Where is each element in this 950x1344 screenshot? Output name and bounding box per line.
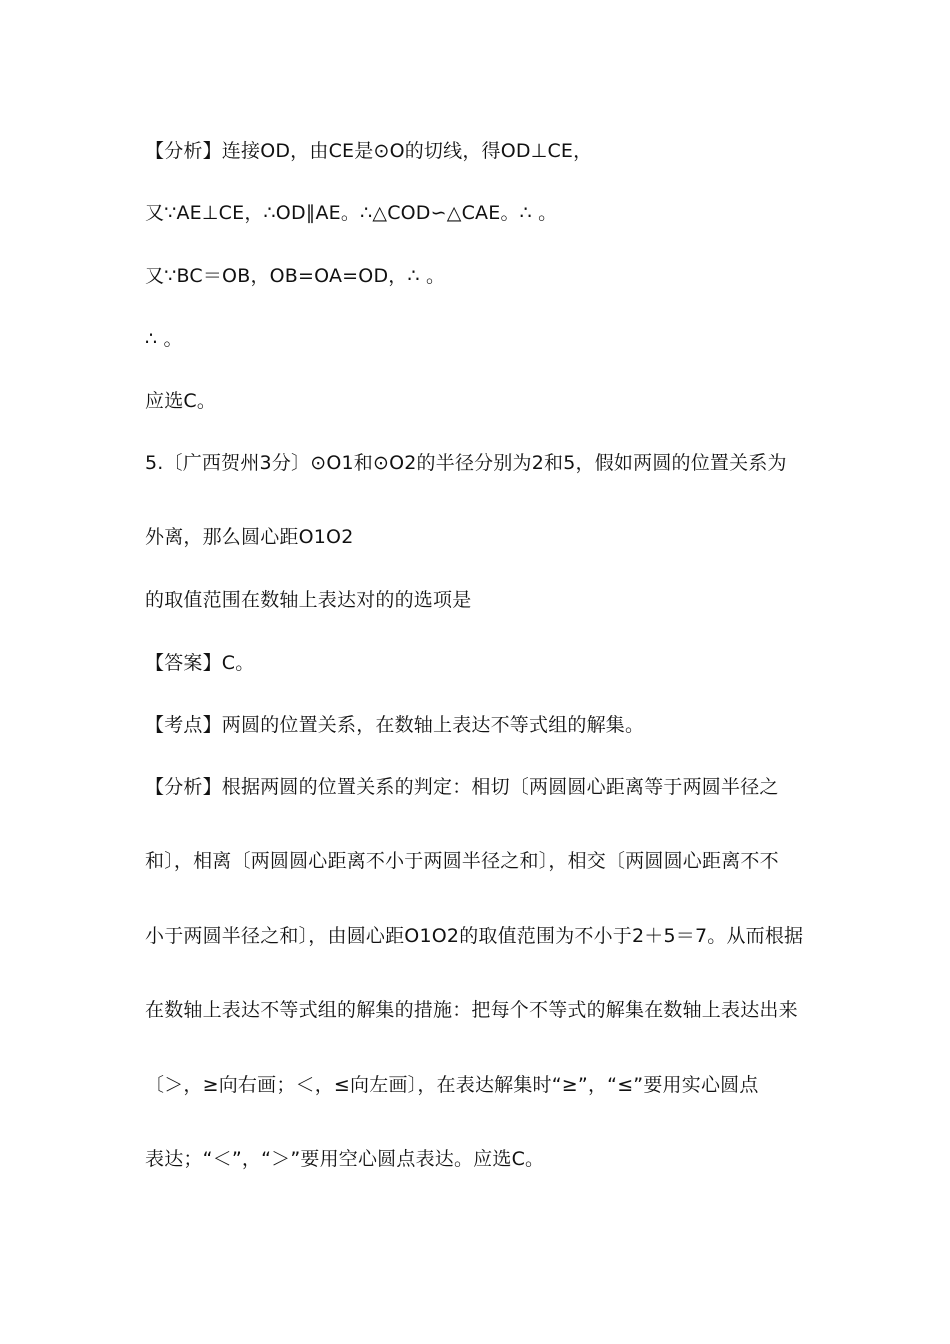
question-5-line-2: 外离，那么圆心距O1O2	[145, 526, 354, 548]
analysis-line-3: 又∵BC＝OB，OB=OA=OD，∴ 。	[145, 265, 446, 287]
answer-label: 【答案】C。	[145, 652, 255, 674]
analysis-line-1: 【分析】连接OD，由CE是⊙O的切线，得OD⊥CE，	[145, 140, 593, 162]
analysis-line-4: ∴ 。	[145, 328, 183, 350]
question-5-line-3: 的取值范围在数轴上表达对的的选项是	[145, 589, 472, 611]
analysis-5-line-6: 表达；“＜”，“＞”要用空心圆点表达。应选C。	[145, 1148, 545, 1170]
analysis-5-line-1: 【分析】根据两圆的位置关系的判定：相切〔两圆圆心距离等于两圆半径之	[145, 776, 779, 798]
analysis-5-line-2: 和〕，相离〔两圆圆心距离不小于两圆半径之和〕，相交〔两圆圆心距离不不	[145, 850, 779, 872]
analysis-5-line-4: 在数轴上表达不等式组的解集的措施：把每个不等式的解集在数轴上表达出来	[145, 999, 798, 1021]
key-points-line: 【考点】两圆的位置关系，在数轴上表达不等式组的解集。	[145, 714, 645, 736]
analysis-line-2: 又∵AE⊥CE，∴OD∥AE。∴△COD∽△CAE。∴ 。	[145, 202, 558, 224]
analysis-5-line-5: 〔＞，≥向右画；＜，≤向左画〕，在表达解集时“≥”，“≤”要用实心圆点	[145, 1074, 759, 1096]
question-5-line-1: 5.〔广西贺州3分〕⊙O1和⊙O2的半径分别为2和5，假如两圆的位置关系为	[145, 452, 787, 474]
analysis-5-line-3: 小于两圆半径之和〕，由圆心距O1O2的取值范围为不小于2＋5＝7。从而根据	[145, 925, 804, 947]
answer-choice-line: 应选C。	[145, 390, 217, 412]
